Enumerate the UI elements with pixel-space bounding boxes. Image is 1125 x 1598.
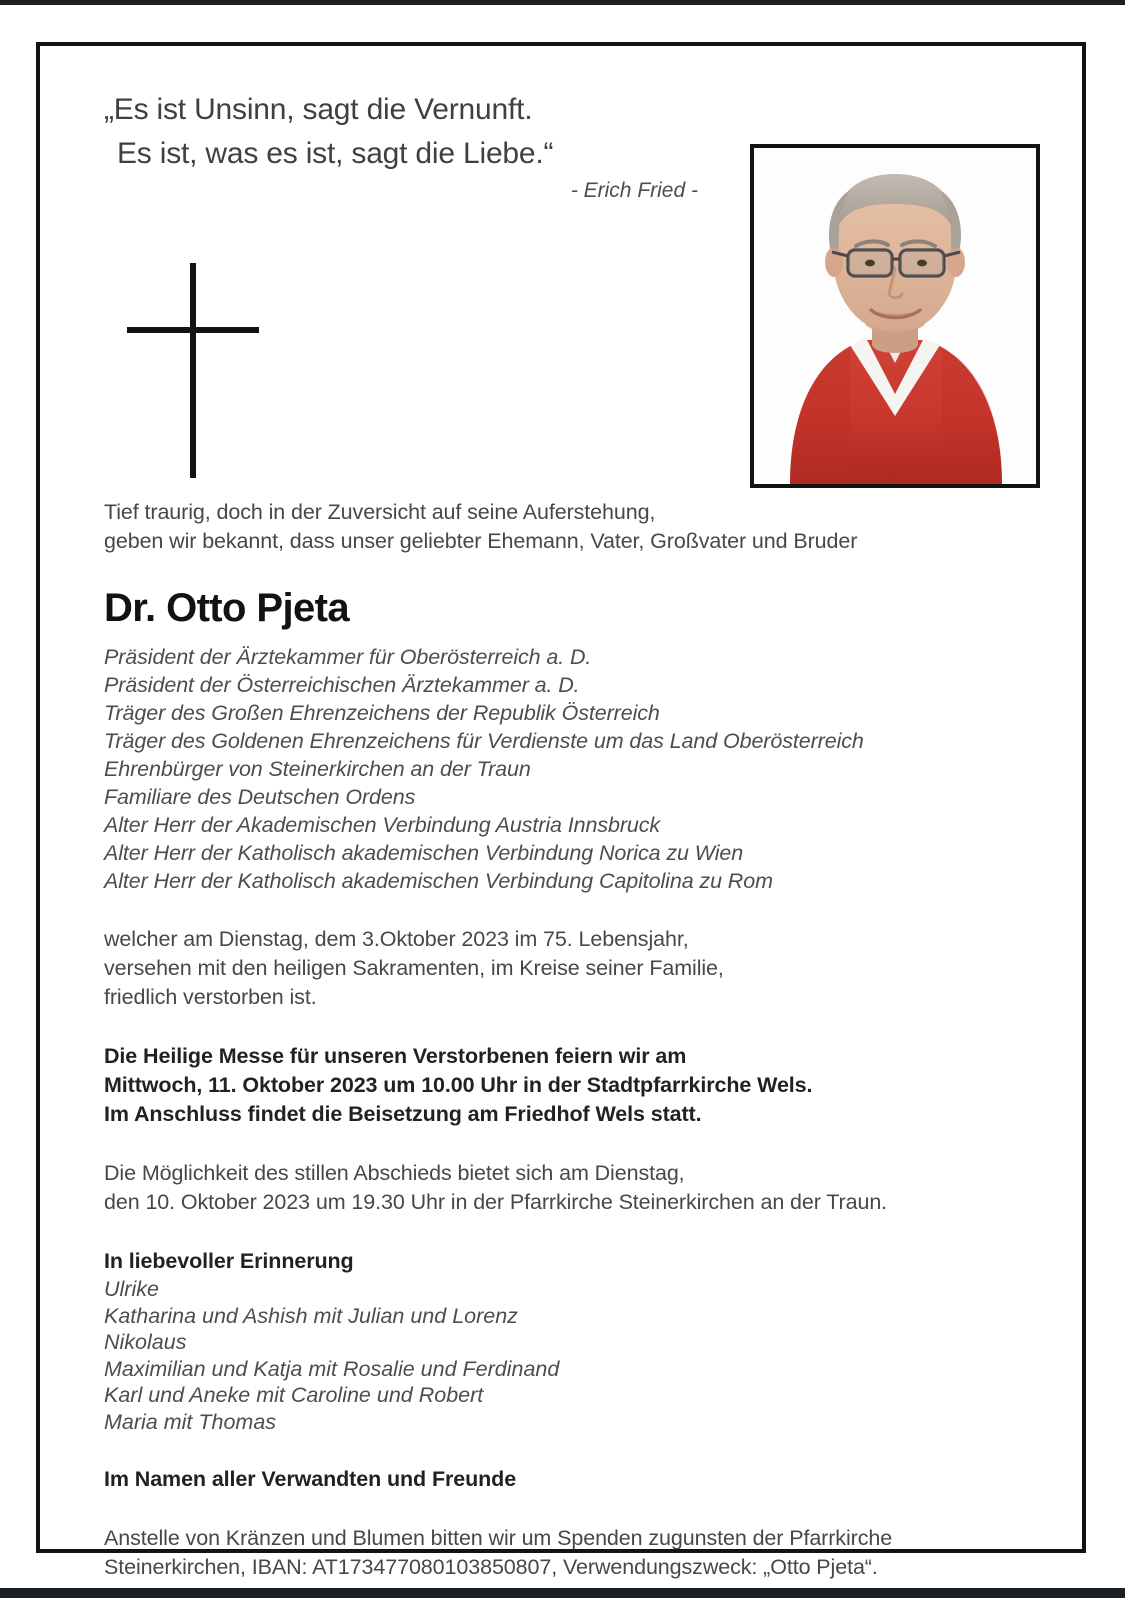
spacer: [104, 1494, 1004, 1524]
deceased-name: Dr. Otto Pjeta: [104, 586, 349, 630]
remembrance-closing: Im Namen aller Verwandten und Freunde: [104, 1467, 517, 1491]
title-line: Ehrenbürger von Steinerkirchen an der Traun: [104, 757, 531, 781]
intro-line-2: geben wir bekannt, dass unser geliebter Ehemann, Vater, Großvater und Bruder: [104, 529, 858, 553]
title-line: Alter Herr der Katholisch akademischen Verbindung Capitolina zu Rom: [104, 869, 773, 893]
title-line: Träger des Großen Ehrenzeichens der Republik Österreich: [104, 701, 660, 725]
page-top-edge-bar: [0, 0, 1125, 5]
quote-author: - Erich Fried -: [570, 179, 698, 202]
mass-line-3: Im Anschluss findet die Beisetzung am Friedhof Wels statt.: [104, 1102, 702, 1126]
quote-block: [104, 88, 704, 203]
title-line: Alter Herr der Akademischen Verbindung Austria Innsbruck: [104, 813, 661, 837]
portrait-illustration: [754, 148, 1036, 484]
mass-line-1: Die Heilige Messe für unseren Verstorbenen feiern wir am: [104, 1044, 687, 1068]
passing-line-1: welcher am Dienstag, dem 3.Oktober 2023 im 75. Lebensjahr,: [104, 927, 689, 951]
page-bottom-edge-bar: [0, 1588, 1125, 1598]
passing-line-3: friedlich verstorben ist.: [104, 985, 317, 1009]
title-line: Alter Herr der Katholisch akademischen Verbindung Norica zu Wien: [104, 841, 744, 865]
spacer: [104, 1129, 1004, 1159]
family-member: Nikolaus: [104, 1330, 187, 1354]
family-member: Ulrike: [104, 1277, 159, 1301]
donations-line-2: Steinerkirchen, IBAN: AT173477080103850807, Verwendungszweck: „Otto Pjeta“.: [104, 1555, 878, 1579]
spacer: [104, 895, 1004, 925]
farewell-line-1: Die Möglichkeit des stillen Abschieds bietet sich am Dienstag,: [104, 1161, 685, 1185]
title-line: Familiare des Deutschen Ordens: [104, 785, 416, 809]
quote-line-2: Es ist, was es ist, sagt die Liebe.“: [117, 137, 554, 170]
mass-line-2: Mittwoch, 11. Oktober 2023 um 10.00 Uhr in der Stadtpfarrkirche Wels.: [104, 1073, 813, 1097]
title-line: Präsident der Ärztekammer für Oberösterreich a. D.: [104, 645, 592, 669]
intro-line-1: Tief traurig, doch in der Zuversicht auf seine Auferstehung,: [104, 500, 656, 524]
obituary-content: [104, 88, 1042, 1579]
cross-icon: [124, 263, 264, 478]
family-member: Karl und Aneke mit Caroline und Robert: [104, 1383, 484, 1407]
spacer: [104, 1217, 1004, 1247]
spacer: [104, 1435, 1004, 1465]
family-member: Maria mit Thomas: [104, 1409, 277, 1434]
quote-line-1: „Es ist Unsinn, sagt die Vernunft.: [104, 93, 533, 126]
family-member: Katharina und Ashish mit Julian und Lorenz: [104, 1303, 518, 1328]
passing-line-2: versehen mit den heiligen Sakramenten, im Kreise seiner Familie,: [104, 956, 724, 980]
deceased-titles: [104, 643, 1004, 895]
title-line: Träger des Goldenen Ehrenzeichens für Verdienste um das Land Oberösterreich: [104, 729, 864, 753]
spacer: [104, 1012, 1004, 1042]
remembrance-heading: In liebevoller Erinnerung: [104, 1249, 354, 1273]
portrait-photo: [750, 144, 1040, 488]
obituary-frame: [36, 42, 1086, 1579]
obituary-body: [104, 498, 1004, 1582]
title-line: Präsident der Österreichischen Ärztekammer a. D.: [104, 673, 580, 697]
cross-horizontal-bar: [127, 327, 259, 333]
donations-line-1: Anstelle von Kränzen und Blumen bitten wir um Spenden zugunsten der Pfarrkirche: [104, 1526, 893, 1550]
family-member: Maximilian und Katja mit Rosalie und Ferdinand: [104, 1356, 560, 1381]
cross-vertical-bar: [190, 263, 196, 478]
family-list: [104, 1276, 1004, 1435]
farewell-line-2: den 10. Oktober 2023 um 19.30 Uhr in der Pfarrkirche Steinerkirchen an der Traun.: [104, 1190, 888, 1214]
